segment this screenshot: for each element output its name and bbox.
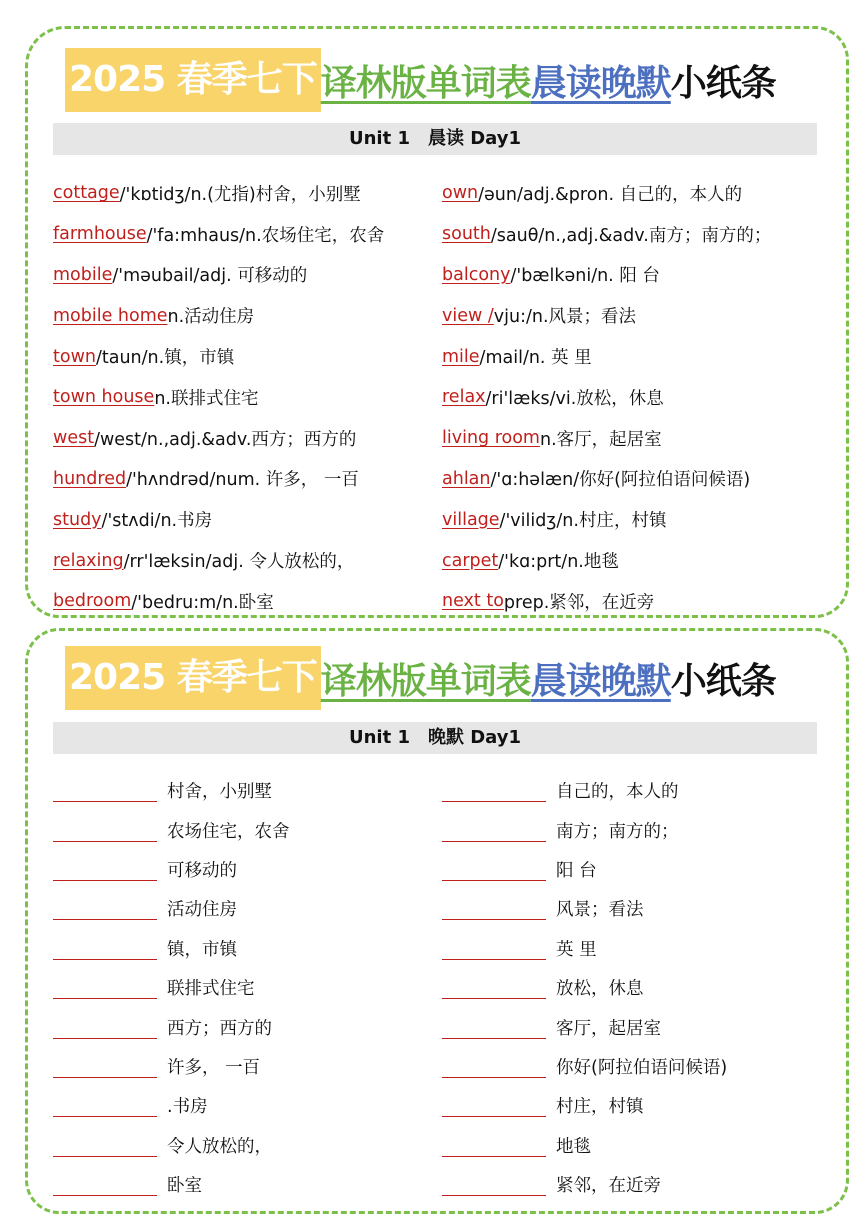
- dictation-prompt: 可移动的: [167, 860, 237, 881]
- dictation-prompt: 西方；西方的: [167, 1018, 272, 1039]
- answer-blank: [442, 783, 546, 802]
- dictation-row: [442, 1007, 832, 1046]
- vocab-word: town house: [53, 387, 155, 408]
- dictation-row: [442, 850, 832, 889]
- vocab-word: own: [442, 183, 479, 204]
- vocab-word: next to: [442, 591, 504, 612]
- vocab-word: cottage: [53, 183, 120, 204]
- dictation-row: [442, 1126, 832, 1165]
- dictation-prompt: 英 里: [556, 939, 597, 960]
- vocab-word: bedroom: [53, 591, 132, 612]
- vocab-word: west: [53, 428, 95, 449]
- vocab-row: [442, 418, 832, 459]
- vocab-definition: /'bedru:m/n.卧室: [131, 592, 274, 613]
- vocab-row: [442, 377, 832, 418]
- vocab-definition: /'kɑ:prt/n.地毯: [498, 552, 619, 573]
- answer-blank: [442, 862, 546, 881]
- vocab-word: living room: [442, 428, 540, 449]
- answer-blank: [442, 1177, 546, 1196]
- vocab-word: view /: [442, 305, 494, 326]
- vocab-column-left: [53, 173, 428, 622]
- vocab-definition: /mail/n. 英 里: [479, 348, 592, 369]
- answer-blank: [53, 823, 157, 842]
- dictation-prompt: .书房: [167, 1097, 208, 1118]
- vocab-definition: /'kɒtidʒ/n.(尤指)村舍，小别墅: [119, 184, 361, 205]
- vocab-word: village: [442, 509, 500, 530]
- dictation-prompt: 风景；看法: [556, 900, 644, 921]
- sheet-title: [65, 647, 776, 709]
- answer-blank: [53, 1059, 157, 1078]
- vocab-definition: /'ɑ:həlæn/你好(阿拉伯语问候语): [490, 470, 751, 491]
- vocab-word: ahlan: [442, 468, 491, 489]
- dictation-row: [442, 929, 832, 968]
- dictation-row: [442, 968, 832, 1007]
- vocab-word: hundred: [53, 468, 127, 489]
- dictation-prompt: 卧室: [167, 1176, 202, 1197]
- title-part-season: 2025 春季七下: [65, 48, 321, 112]
- vocab-row: [442, 214, 832, 255]
- dictation-prompt: 活动住房: [167, 900, 237, 921]
- vocab-row: [442, 336, 832, 377]
- vocab-definition: /west/n.,adj.&adv.西方；西方的: [94, 429, 357, 450]
- answer-blank: [53, 1098, 157, 1117]
- vocab-row: [53, 255, 428, 296]
- vocab-definition: /əun/adj.&pron. 自己的，本人的: [478, 184, 743, 205]
- dictation-prompt: 地毯: [556, 1136, 591, 1157]
- vocab-word: mile: [442, 346, 480, 367]
- unit-day-bar: Unit 1 晚默 Day1: [53, 722, 817, 754]
- vocab-definition: /'məubail/adj. 可移动的: [112, 266, 308, 287]
- vocab-definition: n.活动住房: [167, 307, 255, 328]
- answer-blank: [53, 941, 157, 960]
- vocab-row: [442, 173, 832, 214]
- vocab-definition: prep.紧邻，在近旁: [503, 592, 655, 613]
- vocab-definition: n.联排式住宅: [154, 388, 259, 409]
- vocab-row: [53, 499, 428, 540]
- dictation-prompt: 紧邻，在近旁: [556, 1176, 661, 1197]
- dictation-prompt: 令人放松的，: [167, 1136, 272, 1157]
- dictation-prompt: 南方；南方的；: [556, 821, 679, 842]
- vocab-definition: /ri'læks/vi.放松，休息: [485, 388, 664, 409]
- answer-blank: [53, 980, 157, 999]
- evening-dictation-card: [25, 628, 849, 1214]
- vocab-row: [53, 214, 428, 255]
- title-part-season: 2025 春季七下: [65, 646, 321, 710]
- answer-blank: [442, 1138, 546, 1157]
- title-part-reading: 晨读晚默: [530, 62, 671, 104]
- dictation-column-right: [442, 771, 832, 1204]
- vocab-definition: /'hʌndrəd/num. 许多， 一百: [126, 470, 359, 491]
- dictation-prompt: 联排式住宅: [167, 979, 255, 1000]
- vocab-definition: vju:/n.风景；看法: [493, 307, 637, 328]
- dictation-prompt: 村舍，小别墅: [167, 782, 272, 803]
- dictation-row: [53, 850, 428, 889]
- vocab-definition: n.客厅，起居室: [539, 429, 662, 450]
- dictation-prompt: 农场住宅，农舍: [167, 821, 290, 842]
- dictation-row: [442, 771, 832, 810]
- dictation-prompt: 放松，休息: [556, 979, 644, 1000]
- dictation-row: [53, 968, 428, 1007]
- dictation-prompt: 村庄，村镇: [556, 1097, 644, 1118]
- vocab-row: [53, 540, 428, 581]
- vocab-row: [53, 459, 428, 500]
- vocab-row: [53, 377, 428, 418]
- dictation-column-left: [53, 771, 428, 1204]
- answer-blank: [442, 941, 546, 960]
- morning-reading-card: [25, 26, 849, 618]
- dictation-row: [53, 1007, 428, 1046]
- vocab-word: relax: [442, 387, 486, 408]
- dictation-row: [442, 1047, 832, 1086]
- vocab-definition: /'stʌdi/n.书房: [101, 511, 213, 532]
- dictation-row: [442, 810, 832, 849]
- vocab-row: [442, 581, 832, 622]
- answer-blank: [53, 1020, 157, 1039]
- answer-blank: [442, 980, 546, 999]
- vocab-word: balcony: [442, 264, 511, 285]
- vocab-column-right: [442, 173, 832, 622]
- vocab-word: relaxing: [53, 550, 124, 571]
- vocab-word: carpet: [442, 550, 499, 571]
- vocab-row: [442, 459, 832, 500]
- answer-blank: [53, 862, 157, 881]
- title-part-note: 小纸条: [670, 660, 776, 702]
- vocab-definition: /'fa:mhaus/n.农场住宅，农舍: [146, 225, 385, 246]
- vocab-row: [53, 581, 428, 622]
- answer-blank: [53, 1138, 157, 1157]
- dictation-row: [53, 810, 428, 849]
- dictation-row: [53, 889, 428, 928]
- dictation-prompt: 许多， 一百: [167, 1057, 261, 1078]
- title-part-wordlist: 译林版单词表: [320, 62, 531, 104]
- dictation-row: [442, 1165, 832, 1204]
- dictation-prompt: 镇，市镇: [167, 939, 237, 960]
- vocab-row: [53, 336, 428, 377]
- vocab-definition: /rr'læksin/adj. 令人放松的，: [123, 552, 355, 573]
- dictation-row: [53, 771, 428, 810]
- dictation-prompt: 你好(阿拉伯语问候语): [556, 1057, 728, 1078]
- dictation-row: [442, 1086, 832, 1125]
- vocab-definition: /'bælkəni/n. 阳 台: [510, 266, 660, 287]
- answer-blank: [53, 783, 157, 802]
- vocab-row: [442, 255, 832, 296]
- dictation-prompt: 阳 台: [556, 860, 597, 881]
- vocab-row: [53, 173, 428, 214]
- dictation-row: [53, 1126, 428, 1165]
- vocab-row: [442, 540, 832, 581]
- vocab-definition: /sauθ/n.,adj.&adv.南方；南方的；: [490, 225, 772, 246]
- vocab-word: mobile: [53, 264, 113, 285]
- answer-blank: [442, 1098, 546, 1117]
- answer-blank: [53, 1177, 157, 1196]
- dictation-row: [442, 889, 832, 928]
- vocab-word: farmhouse: [53, 224, 147, 245]
- answer-blank: [53, 901, 157, 920]
- vocab-word: south: [442, 224, 491, 245]
- dictation-row: [53, 1086, 428, 1125]
- vocab-word: mobile home: [53, 305, 168, 326]
- dictation-row: [53, 1165, 428, 1204]
- title-part-wordlist: 译林版单词表: [320, 660, 531, 702]
- answer-blank: [442, 1059, 546, 1078]
- vocab-word: study: [53, 509, 102, 530]
- dictation-row: [53, 1047, 428, 1086]
- answer-blank: [442, 823, 546, 842]
- sheet-title: [65, 49, 776, 111]
- vocab-word: town: [53, 346, 96, 367]
- vocab-definition: /taun/n.镇，市镇: [95, 348, 235, 369]
- vocab-row: [442, 295, 832, 336]
- vocab-row: [53, 295, 428, 336]
- vocab-row: [442, 499, 832, 540]
- answer-blank: [442, 1020, 546, 1039]
- title-part-reading: 晨读晚默: [530, 660, 671, 702]
- dictation-prompt: 自己的，本人的: [556, 782, 679, 803]
- title-part-note: 小纸条: [670, 62, 776, 104]
- dictation-prompt: 客厅，起居室: [556, 1018, 661, 1039]
- unit-day-bar: Unit 1 晨读 Day1: [53, 123, 817, 155]
- answer-blank: [442, 901, 546, 920]
- vocab-row: [53, 418, 428, 459]
- vocab-definition: /'vilidʒ/n.村庄，村镇: [499, 511, 667, 532]
- dictation-row: [53, 929, 428, 968]
